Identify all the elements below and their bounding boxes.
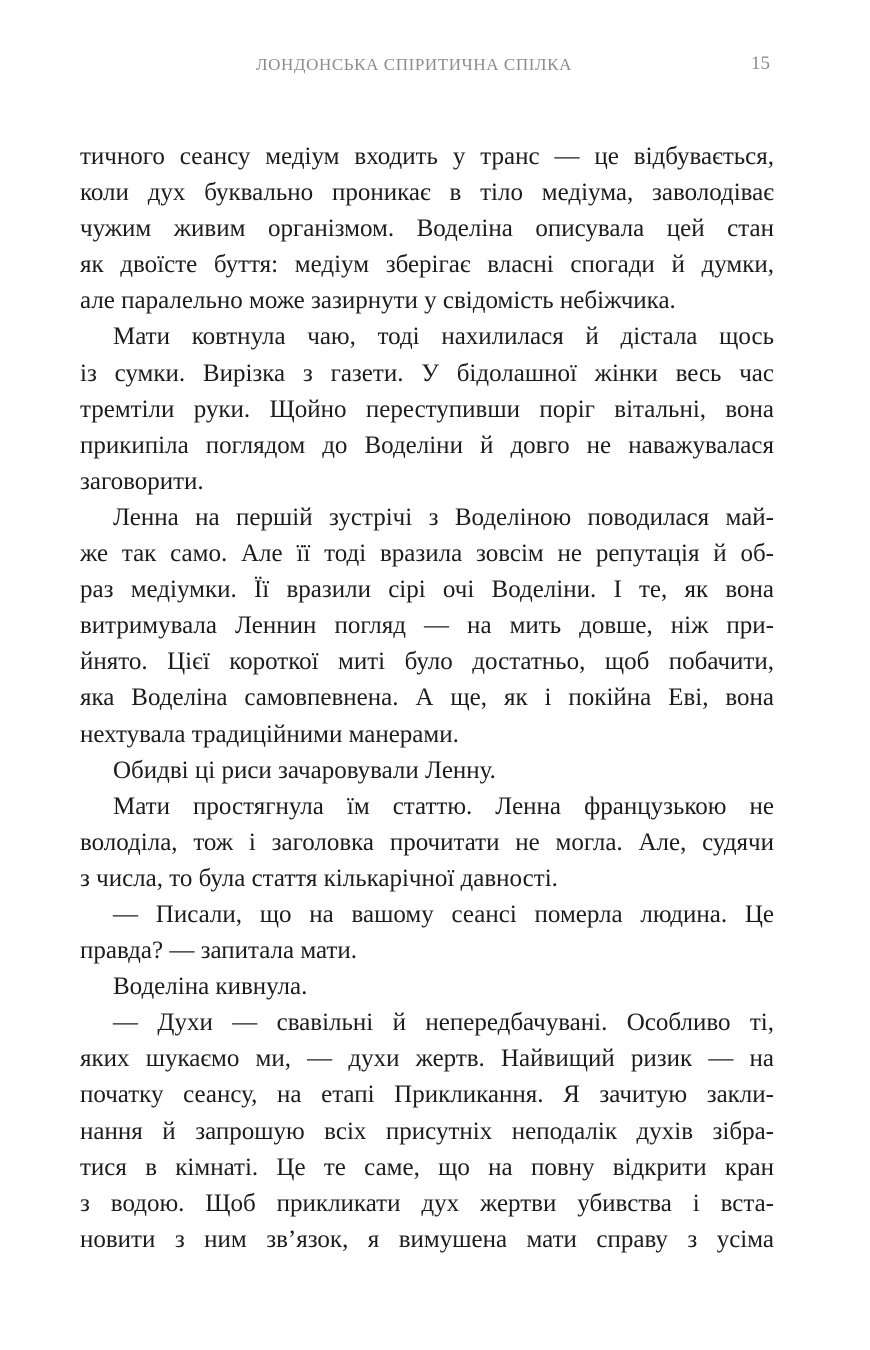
text-line: — Духи — свавільні й непередбачувані. Особливо ті, [113, 1009, 774, 1037]
text-line: як двоїсте буття: медіум зберігає власні спогади й думки, [80, 251, 774, 279]
running-title: ЛОНДОНСЬКА СПІРИТИЧНА СПІЛКА [256, 55, 572, 74]
text-line: тичного сеансу медіум входить у транс — це відбувається, [80, 143, 774, 170]
text-line: Ленна на першій зустрічі з Воделіною поводилася май- [113, 503, 774, 531]
body-text [80, 139, 774, 1258]
text-line: з водою. Щоб прикликати дух жертви убивства і вста- [80, 1189, 774, 1217]
text-line: йнято. Цієї короткої миті було достатньо, щоб побачити, [80, 648, 774, 676]
text-line: Мати ковтнула чаю, тоді нахилилася й дістала щось [113, 323, 774, 351]
text-line: прикипіла поглядом до Воделіни й довго не наважувалася [80, 431, 774, 459]
text-line: Обидві ці риси зачаровували Ленну. [113, 756, 496, 784]
text-line: тися в кімнаті. Це те саме, що на повну відкрити кран [80, 1153, 774, 1181]
text-line: із сумки. Вирізка з газети. У бідолашної жінки весь час [80, 359, 774, 387]
text-line: з числа, то була стаття кількарічної давності. [80, 864, 558, 892]
text-line: коли дух буквально проникає в тіло медіума, заволодіває [80, 179, 774, 207]
text-line: володіла, тож і заголовка прочитати не могла. Але, судячи [80, 828, 774, 856]
text-line: же так само. Але її тоді вразила зовсім не репутація й об- [80, 540, 774, 568]
text-line: Воделіна кивнула. [113, 973, 308, 1001]
text-line: Мати простягнула їм статтю. Ленна французькою не [113, 792, 774, 820]
text-line: тремтіли руки. Щойно переступивши поріг вітальні, вона [80, 395, 774, 423]
text-line: раз медіумки. Її вразили сірі очі Воделіни. І те, як вона [80, 576, 774, 604]
text-line: початку сеансу, на етапі Прикликання. Я зачитую закли- [80, 1081, 774, 1109]
text-line: — Писали, що на вашому сеансі померла людина. Це [113, 900, 774, 928]
text-line: заговорити. [80, 467, 204, 495]
text-line: витримувала Леннин погляд — на мить довше, ніж при- [80, 612, 774, 640]
text-line: нехтувала традиційними манерами. [80, 720, 459, 748]
text-line: нання й запрошую всіх присутніх неподалік духів зібра- [80, 1117, 774, 1145]
text-line: чужим живим організмом. Воделіна описувала цей стан [80, 215, 774, 243]
text-line: правда? — запитала мати. [80, 937, 357, 965]
text-line: яких шукаємо ми, — духи жертв. Найвищий ризик — на [80, 1045, 774, 1073]
page-number: 15 [751, 53, 770, 74]
text-line: новити з ним зв’язок, я вимушена мати справу з усіма [80, 1225, 774, 1253]
running-header [0, 55, 870, 81]
text-line: але паралельно може зазирнути у свідомість небіжчика. [80, 287, 676, 315]
text-line: яка Воделіна самовпевнена. А ще, як і покійна Еві, вона [80, 684, 774, 712]
